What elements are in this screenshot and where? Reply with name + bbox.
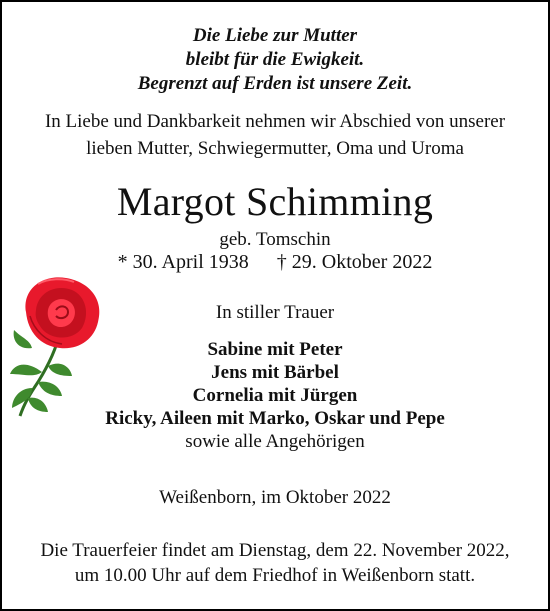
funeral-line: Die Trauerfeier findet am Dienstag, dem 22. November 2022, [40,540,510,561]
funeral-line: um 10.00 Uhr auf dem Friedhof in Weißenborn statt. [74,565,476,586]
relatives-line: sowie alle Angehörigen [185,431,365,452]
family-member: Ricky, Aileen mit Marko, Oskar und Pepe [105,408,445,429]
poem-line: Die Liebe zur Mutter [192,25,358,46]
birth-date: * 30. April 1938 [117,251,249,273]
place-date: Weißenborn, im Oktober 2022 [159,487,391,508]
poem-line: bleibt für die Ewigkeit. [185,49,365,70]
mourning-heading: In stiller Trauer [215,302,335,323]
intro-line: lieben Mutter, Schwiegermutter, Oma und Uroma [86,138,464,159]
family-member: Sabine mit Peter [207,339,343,360]
deceased-name: Margot Schimming [116,179,434,224]
maiden-name: geb. Tomschin [219,229,331,250]
poem-line: Begrenzt auf Erden ist unsere Zeit. [137,73,413,94]
rose-icon [8,270,104,420]
death-date: † 29. Oktober 2022 [276,251,433,273]
funeral-info [2,538,548,588]
intro-text [2,108,548,162]
family-member: Cornelia mit Jürgen [192,385,358,406]
poem [2,24,548,96]
family-member: Jens mit Bärbel [211,362,339,383]
intro-line: In Liebe und Dankbarkeit nehmen wir Abschied von unserer [44,111,506,132]
